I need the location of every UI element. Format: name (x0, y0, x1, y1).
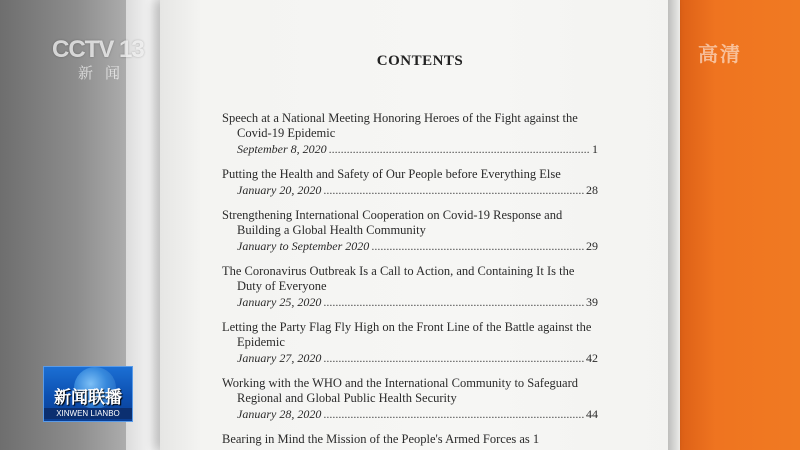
toc-entry-date: January 28, 2020 (237, 407, 322, 421)
toc-entry-date: January 27, 2020 (237, 351, 322, 365)
toc-entry (222, 167, 598, 198)
toc-entry-date: September 8, 2020 (237, 142, 327, 156)
cctv13-logo (52, 36, 152, 86)
toc-entry-date: January 25, 2020 (237, 295, 322, 309)
xinwen-lianbo-badge (43, 366, 133, 422)
toc-entry (222, 208, 598, 254)
leader-dots (323, 406, 584, 422)
cctv-logo-text: CCTV 13 (52, 36, 144, 63)
leader-dots (323, 350, 584, 366)
leader-dots (329, 141, 590, 157)
toc-entry-title: Putting the Health and Safety of Our People before Everything Else (222, 167, 561, 181)
toc-entry-title: Strengthening International Cooperation on Covid-19 Response and Building a Global Health Community (222, 208, 563, 237)
toc-entry-title: Speech at a National Meeting Honoring Heroes of the Fight against the Covid-19 Epidemic (222, 111, 578, 140)
leader-dots (323, 294, 584, 310)
toc-entry-page: 44 (586, 407, 598, 421)
leader-dots (323, 182, 584, 198)
program-name-en: XINWEN LIANBO (44, 408, 132, 419)
hd-label: 高清 (698, 42, 742, 66)
background-right (670, 0, 800, 450)
toc-entry-title: The Coronavirus Outbreak Is a Call to Action, and Containing It Is the Duty of Everyone (222, 264, 575, 293)
leader-dots (371, 238, 584, 254)
toc-entry-page: 39 (586, 295, 598, 309)
toc-entry-page: 1 (592, 142, 598, 156)
toc-entry-page: 42 (586, 351, 598, 365)
toc-entry (222, 320, 598, 366)
table-of-contents (222, 111, 598, 447)
contents-heading: CONTENTS (376, 53, 464, 69)
toc-entry-title: Working with the WHO and the International Community to Safeguard Regional and Global Public Health Security (222, 376, 578, 405)
toc-entry-title: Letting the Party Flag Fly High on the Front Line of the Battle against the Epidemic (222, 320, 592, 349)
toc-entry (222, 264, 598, 310)
cctv-logo-sub: 新闻 (78, 64, 133, 82)
program-name-cn: 新闻联播 (54, 388, 122, 408)
toc-entry (222, 111, 598, 157)
toc-entry (222, 376, 598, 422)
toc-entry-page: 28 (586, 183, 598, 197)
toc-entry-date: January 20, 2020 (237, 183, 322, 197)
toc-entry-cut-off: Bearing in Mind the Mission of the People's Armed Forces as 1 (222, 432, 540, 446)
toc-entry-date: January to September 2020 (237, 239, 370, 253)
toc-entry-page: 29 (586, 239, 598, 253)
